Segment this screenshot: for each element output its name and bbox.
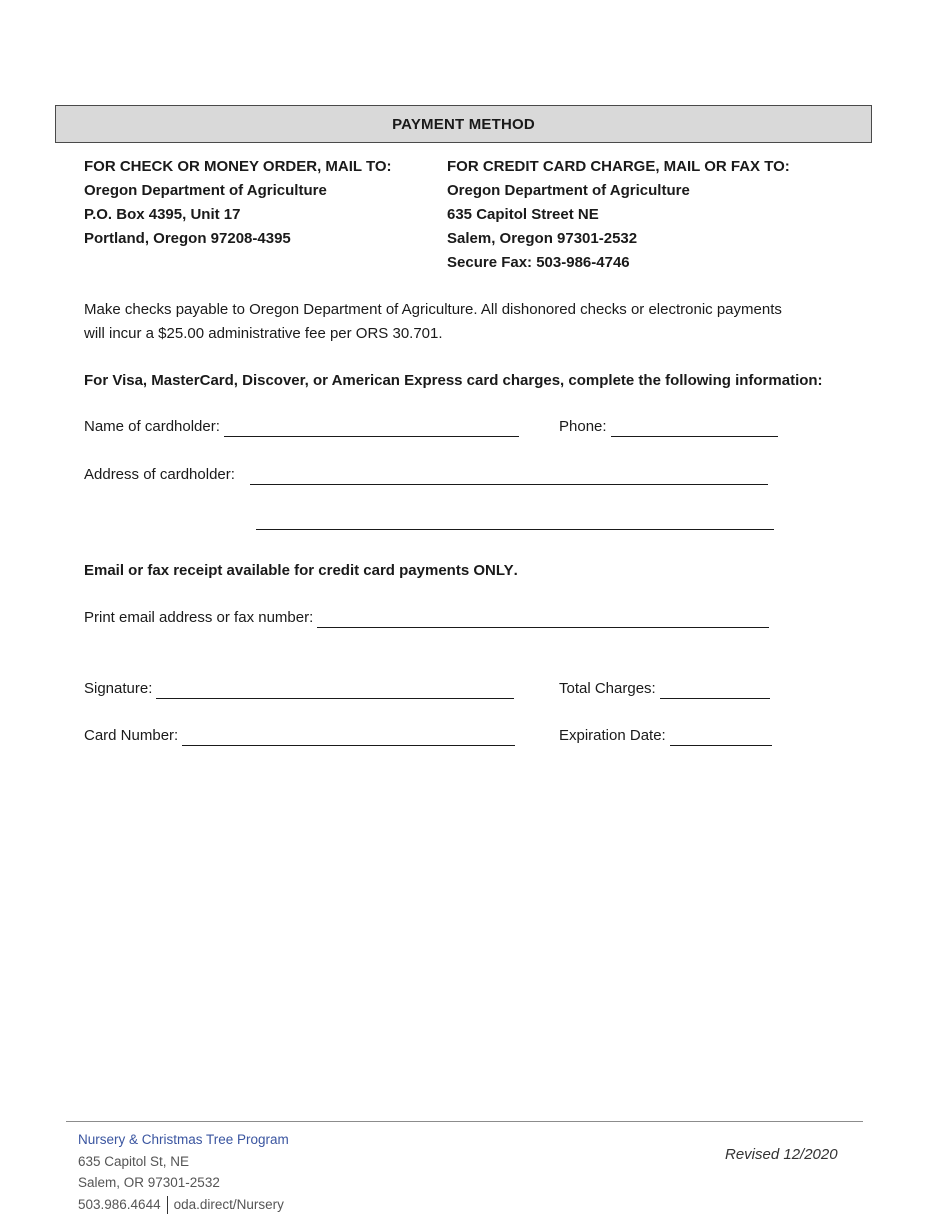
receipt-note-text: Email or fax receipt available for credit card payments xyxy=(84,562,470,579)
cardholder-address-input[interactable] xyxy=(250,470,768,485)
email-fax-label: Print email address or fax number: xyxy=(84,609,314,626)
footer-divider xyxy=(66,1121,863,1122)
footer-website-link[interactable]: oda.direct/Nursery xyxy=(173,1196,284,1212)
payment-method-title: PAYMENT METHOD xyxy=(392,115,535,133)
checks-note-line: will incur a $25.00 administrative fee per ORS 30.701. xyxy=(84,325,443,342)
footer-contact xyxy=(78,1129,289,1215)
card-number-field xyxy=(84,726,515,746)
expiration-date-field xyxy=(559,726,772,746)
credit-address-line: Salem, Oregon 97301-2532 xyxy=(447,230,638,247)
total-charges-field xyxy=(559,679,770,699)
check-heading: FOR CHECK OR MONEY ORDER, MAIL TO: xyxy=(84,158,392,175)
revised-date: Revised 12/2020 xyxy=(725,1146,838,1163)
phone-input[interactable] xyxy=(611,422,778,437)
cardholder-address-label: Address of cardholder: xyxy=(84,466,235,483)
secure-fax-line: Secure Fax: 503-986-4746 xyxy=(447,254,630,271)
email-fax-field xyxy=(84,608,769,628)
check-address-line: P.O. Box 4395, Unit 17 xyxy=(84,206,241,223)
signature-field xyxy=(84,679,514,699)
footer-city: Salem, OR 97301-2532 xyxy=(78,1175,220,1190)
check-mailing-address xyxy=(84,155,392,251)
receipt-note xyxy=(84,559,844,583)
total-charges-label: Total Charges: xyxy=(559,680,656,697)
signature-input[interactable] xyxy=(156,684,514,699)
cardholder-address-input-2[interactable] xyxy=(256,515,774,530)
expiration-date-input[interactable] xyxy=(670,731,772,746)
check-address-line: Oregon Department of Agriculture xyxy=(84,182,327,199)
credit-heading: FOR CREDIT CARD CHARGE, MAIL OR FAX TO: xyxy=(447,158,790,175)
phone-field xyxy=(559,417,778,437)
cardholder-address-line-2 xyxy=(256,515,774,530)
footer-phone: 503.986.4644 xyxy=(78,1196,161,1212)
program-name: Nursery & Christmas Tree Program xyxy=(78,1132,289,1147)
email-fax-input[interactable] xyxy=(317,613,769,628)
credit-mailing-address xyxy=(447,155,790,275)
cardholder-address-field xyxy=(84,465,768,485)
phone-label: Phone: xyxy=(559,418,607,435)
card-number-input[interactable] xyxy=(182,731,515,746)
cardholder-name-input[interactable] xyxy=(224,422,519,437)
check-address-line: Portland, Oregon 97208-4395 xyxy=(84,230,291,247)
cardholder-name-label: Name of cardholder: xyxy=(84,418,220,435)
card-instructions: For Visa, MasterCard, Discover, or American Express card charges, complete the following information: xyxy=(84,372,823,389)
credit-address-line: 635 Capitol Street NE xyxy=(447,206,599,223)
credit-address-line: Oregon Department of Agriculture xyxy=(447,182,690,199)
footer-street: 635 Capitol St, NE xyxy=(78,1153,190,1169)
checks-payable-note xyxy=(84,298,844,346)
receipt-note-emphasis: ONLY xyxy=(473,562,514,579)
total-charges-input[interactable] xyxy=(660,684,770,699)
expiration-date-label: Expiration Date: xyxy=(559,727,666,744)
payment-method-header xyxy=(55,105,872,143)
checks-note-line: Make checks payable to Oregon Department of Agriculture. All dishonored checks or electronic payments xyxy=(84,301,782,318)
receipt-note-period: . xyxy=(513,562,518,579)
footer-phone-web xyxy=(78,1194,289,1216)
card-number-label: Card Number: xyxy=(84,727,179,744)
signature-label: Signature: xyxy=(84,680,153,697)
cardholder-name-field xyxy=(84,417,519,437)
footer-separator xyxy=(167,1196,168,1214)
